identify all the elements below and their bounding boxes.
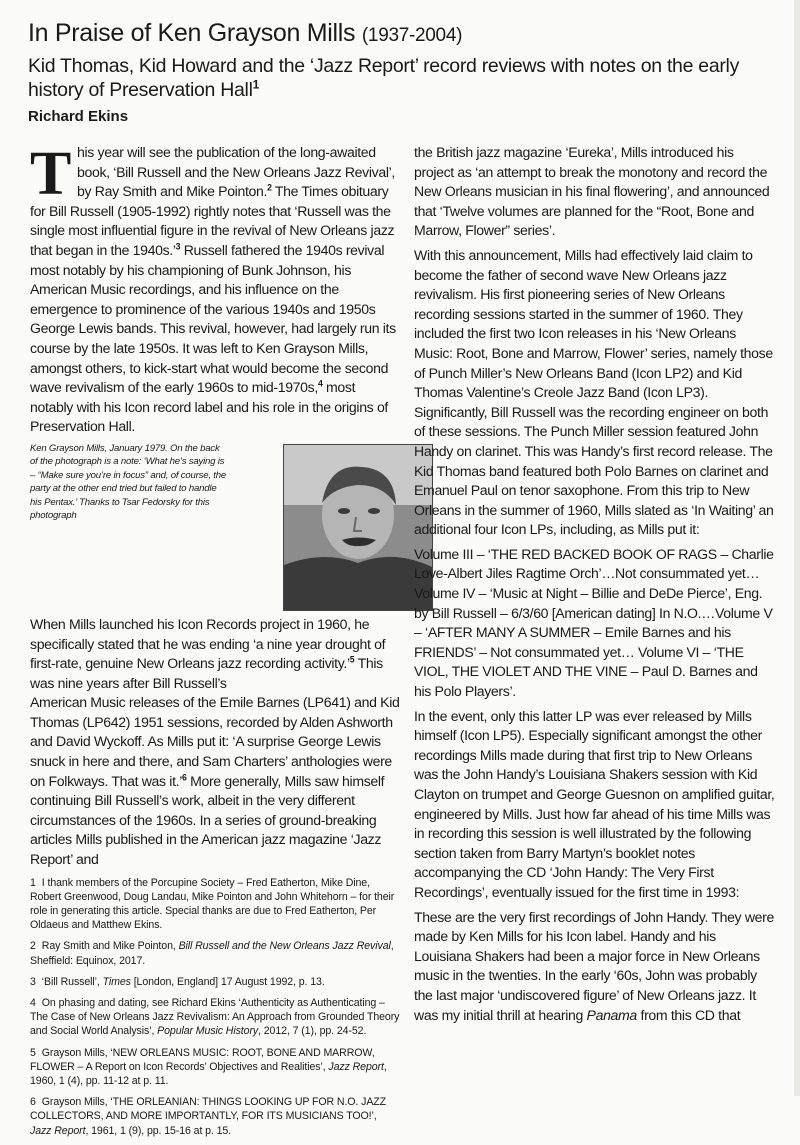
footnote-ref[interactable]: 6: [182, 771, 187, 782]
footnote-title: Jazz Report: [328, 1060, 384, 1073]
article-header: [28, 18, 788, 125]
paragraph: the British jazz magazine ‘Eureka’, Mills introduced his project as ‘an attempt to break the monotony and record the New Orleans musician in his final flowering’, and announced that ‘Twelve volumes are planned for the “Root, Bone and Marrow, Flower” series’.: [414, 144, 770, 239]
footnote-text: Ray Smith and Mike Pointon,: [41, 940, 179, 953]
right-column: [414, 143, 776, 1030]
portrait-illustration: [284, 445, 432, 610]
article-subtitle: [28, 54, 788, 102]
footnote-title: Bill Russell and the New Orleans Jazz Revival: [178, 940, 391, 953]
footnote-number: 6: [30, 1096, 36, 1109]
photo-caption: Ken Grayson Mills, January 1979. On the back of the photograph is a note: ‘What he’s saying is – “Make sure you’re in focus” and, of course, the party at the other end tried but failed to handle his Pentax.’ Thanks to Tsar Fedorsky for this photograph: [30, 442, 227, 521]
footnote-ref[interactable]: 2: [267, 182, 272, 193]
footnote-title: Jazz Report: [30, 1124, 86, 1137]
footnote-number: 2: [30, 940, 36, 953]
portrait-photo: [283, 444, 433, 611]
footnote-ref[interactable]: 5: [349, 654, 355, 665]
text-run: When Mills launched his Icon Records project in 1960, he specifically stated that he was ending ‘a nine year drought of first-rate, genuine New Orleans jazz recording activity.’: [30, 615, 386, 672]
footnote-text: , 1960, 1 (4), pp. 11-12 at p. 11.: [30, 1060, 387, 1088]
footnote-number: 1: [30, 876, 36, 889]
text-run: most notably with his Icon record label and his role in the origins of Preservation Hall.: [30, 379, 388, 435]
article-title: [28, 18, 788, 51]
footnote-ref[interactable]: 1: [252, 77, 260, 92]
paragraph: With this announcement, Mills had effectively laid claim to become the father of second wave New Orleans jazz revivalism. His first pioneering series of New Orleans recording sessions started in the summer of 1960. They included the first two Icon releases in his ‘New Orleans Music: Root, Bone and Marrow, Flower’ series, namely those of Punch Miller’s New Orleans Band (Icon LP2) and Kid Thomas Valentine’s Creole Jazz Band (Icon LP3). Significantly, Bill Russell was the recording engineer on both of these sessions. The Punch Miller session featured John Handy on clarinet. This was Handy’s first record release. The Kid Thomas band featured both Polo Barnes on clarinet and Emanuel Paul on tenor saxophone. From this trip to New Orleans in the summer of 1960, Mills slated as ‘In Waiting’ an additional four Icon LPs, including, as Mills put it:: [414, 246, 774, 538]
song-title: Panama: [586, 1006, 637, 1023]
text-run: The Times obituary for Bill Russell (1905-1992) rightly notes that ‘Russell was the single most influential figure in the revival of New Orleans jazz that began in the 1940s.’: [30, 183, 395, 258]
footnote-text: I thank members of the Porcupine Society – Fred Eatherton, Mike Dine, Robert Greenwood, Doug Landau, Mike Pointon and John Whitehorn – for their role in generating this article. Special thanks are due to Fred Eatherton, Per Oldaeus and Matthew Ekins.: [30, 876, 395, 932]
footnote-ref[interactable]: 4: [317, 378, 323, 389]
text-run: These are the very first recordings of John Handy. They were made by Ken Mills for his Icon label. Handy and his Louisiana Shakers had been a major force in New Orleans music in the twenties. In the early ‘60s, John was probably the last major ‘undiscovered figure’ of New Orleans jazz. It was my initial thrill at hearing: [414, 908, 774, 1023]
text-run: More generally, Mills saw himself continuing Bill Russell’s work, albeit in the very different circumstances of the 1960s. In a series of ground-breaking articles Mills published in the American jazz magazine ‘Jazz Report’ and: [30, 772, 385, 868]
footnote-ref[interactable]: 3: [175, 241, 181, 252]
paragraph: In the event, only this latter LP was ever released by Mills himself (Icon LP5). Especially significant amongst the other recordings Mills made during that first trip to New Orleans was the John Handy’s Louisiana Shakers session with Kid Clayton on trumpet and George Guesnon on amplified guitar, engineered by Mills. Just how far ahead of his time Mills was in recording this session is well illustrated by the following section taken from Barry Martyn’s booklet notes accompanying the CD ‘John Handy: The Very First Recordings’, eventually issued for the first time in 1993:: [414, 707, 775, 900]
footnote: [30, 996, 400, 1039]
block-quote: Volume III – ‘THE RED BACKED BOOK OF RAGS – Charlie Love-Albert Jiles Ragtime Orch’…Not consummated yet…Volume IV – ‘Music at Night – Billie and DeDe Pierce’, Eng. by Bill Russell – 6/3/60 [American dating] In N.O.…Volume V – ‘AFTER MANY A SUMMER – Emile Barnes and his FRIENDS’ – Not consummated yet… Volume VI – ‘THE VIOL, THE VIOLET AND THE VINE – Paul D. Barnes and his Polo Players’.: [414, 545, 774, 700]
subtitle-text: Kid Thomas, Kid Howard and the ‘Jazz Report’ record reviews with notes on the early history of Preservation Hall: [28, 55, 740, 101]
title-text: In Praise of Ken Grayson Mills: [28, 19, 356, 47]
block-quote: [414, 908, 776, 1026]
drop-cap: T: [30, 140, 72, 208]
footnote-number: 5: [30, 1046, 36, 1059]
footnote-text: , 1961, 1 (9), pp. 15-16 at p. 15.: [85, 1124, 232, 1137]
footnote-number: 4: [30, 997, 36, 1010]
text-run: This was nine years after Bill Russell’s: [30, 655, 383, 691]
paragraph: [30, 693, 400, 869]
footnote: [30, 1095, 400, 1138]
text-run: from this CD that: [636, 1006, 741, 1023]
footnote-text: , 2012, 7 (1), pp. 24-52.: [258, 1025, 367, 1038]
text-run: Russell fathered the 1940s revival most notably by his championing of Bunk Johnson, his American Music recordings, and his influence on the emergence to prominence of the various 1940s and 1950s George Lewis bands. This revival, however, had largely run its course by the late 1950s. It was left to Ken Grayson Mills, amongst others, to kick-start what would become the second wave revivalism of the early 1960s to mid-1970s,: [30, 241, 396, 396]
paragraph: [30, 615, 400, 693]
footnote-text: On phasing and dating, see Richard Ekins ‘Authenticity as Authenticating – The Case of New Orleans Jazz Revivalism: An Approach from Grounded Theory and Social World Analysis’,: [30, 997, 400, 1038]
footnote-text: [London, England] 17 August 1992, p. 13.: [130, 975, 325, 988]
footnote-text: Grayson Mills, ‘NEW ORLEANS MUSIC: ROOT, BONE AND MARROW, FLOWER – A Report on Icon Records’ Objectives and Realities’,: [30, 1046, 375, 1073]
footnote: [30, 1046, 400, 1089]
text-run: his year will see the publication of the long-awaited book, ‘Bill Russell and the New Orleans Jazz Revival’, by Ray Smith and Mike Pointon.: [77, 144, 395, 200]
text-run: American Music releases of the Emile Barnes (LP641) and Kid Thomas (LP642) 1951 sessions, recorded by Alden Ashworth and David Wyckoff. As Mills put it: ‘A surprise George Lewis snuck in here and there, and Sam Charters’ anthologies were on Folkways. That was it.’: [30, 694, 400, 789]
title-years: (1937-2004): [361, 25, 463, 46]
footnote: [30, 939, 400, 967]
footnote-text: ‘Bill Russell’,: [41, 975, 103, 988]
footnote-number: 3: [30, 975, 36, 988]
page-edge: [794, 0, 800, 1096]
footnotes: [30, 876, 400, 1138]
photo-block: [30, 442, 400, 609]
footnote: [30, 975, 400, 989]
footnote-text: Grayson Mills, ‘THE ORLEANIAN: THINGS LOOKING UP FOR N.O. JAZZ COLLECTORS, AND MORE IMPORTANTLY, FOR ITS MUSICIANS TOO!’,: [30, 1096, 387, 1123]
footnote: [30, 876, 400, 933]
author-name: Richard Ekins: [28, 108, 129, 125]
footnote-title: Times: [102, 975, 131, 988]
footnote-title: Popular Music History: [157, 1025, 259, 1038]
footnote-text: , Sheffield: Equinox, 2017.: [30, 940, 394, 967]
intro-paragraph: [30, 140, 400, 437]
left-column: [30, 140, 400, 1145]
